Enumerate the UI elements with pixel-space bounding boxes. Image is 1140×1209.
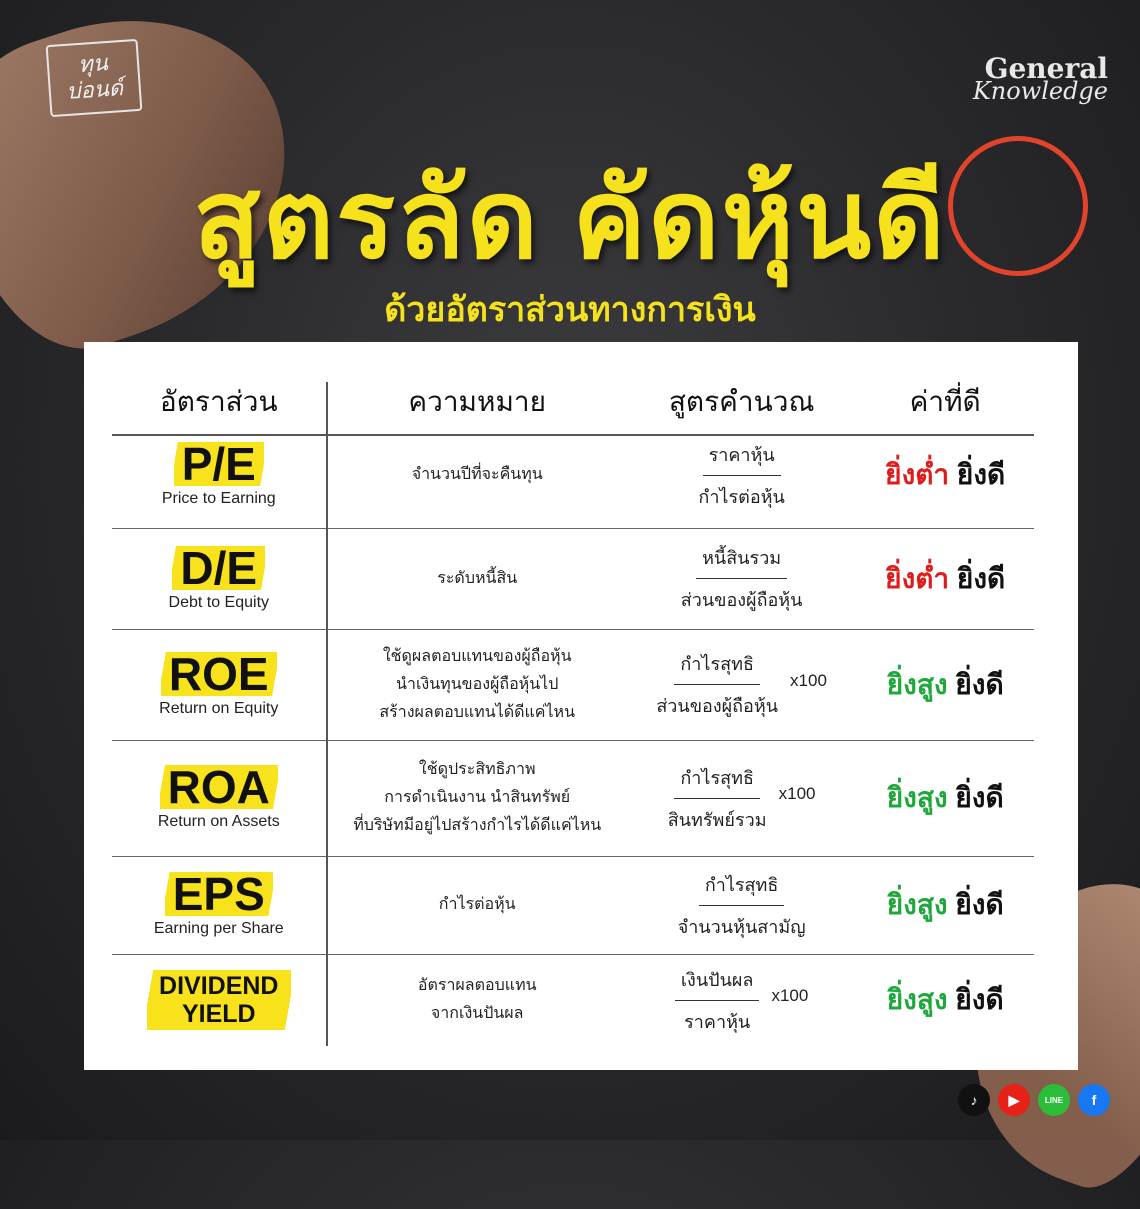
formula-cell <box>627 422 857 528</box>
good-value-result: ยิ่งดี <box>956 459 1006 490</box>
meaning-line: กำไรต่อหุ้น <box>438 896 516 913</box>
logo-line2: บ่อนด์ <box>65 76 124 105</box>
ratio-cell <box>112 740 328 856</box>
meaning-text <box>439 891 516 919</box>
ratio-full-name: Price to Earning <box>161 490 276 507</box>
meaning-line: การดำเนินงาน นำสินทรัพย์ <box>384 789 571 806</box>
ratio-abbr: ROE <box>161 652 277 696</box>
formula-denominator: จำนวนหุ้นสามัญ <box>677 916 806 937</box>
good-value-cell <box>856 740 1034 856</box>
ratio-full-name: Return on Assets <box>157 813 280 830</box>
formula-fraction <box>668 763 767 834</box>
good-value-cell <box>856 954 1034 1046</box>
ratio-cell <box>112 856 328 954</box>
ratio-cell <box>112 629 328 740</box>
good-value-result: ยิ่งดี <box>955 984 1004 1015</box>
formula-denominator: ส่วนของผู้ถือหุ้น <box>656 696 779 716</box>
formula-fraction <box>656 649 778 720</box>
good-value-result: ยิ่งดี <box>955 782 1004 813</box>
ratio-table <box>84 342 1078 1070</box>
page-subtitle: ด้วยอัตราส่วนทางการเงิน <box>384 291 756 329</box>
good-value <box>887 776 1004 820</box>
brand-line1: General <box>984 52 1108 85</box>
line-icon[interactable]: LINE <box>1038 1084 1070 1116</box>
formula-numerator: กำไรสุทธิ <box>674 649 760 685</box>
header-formula: สูตรคำนวณ <box>668 386 815 417</box>
table-row <box>112 422 1034 529</box>
ratio-cell <box>112 528 328 629</box>
ratio-abbr: P/E <box>174 442 264 486</box>
good-value <box>885 557 1005 601</box>
table-row <box>112 629 1034 741</box>
tiktok-icon[interactable]: ♪ <box>958 1084 990 1116</box>
meaning-line: นำเงินทุนของผู้ถือหุ้นไป <box>396 675 559 693</box>
formula-denominator: ราคาหุ้น <box>684 1011 751 1032</box>
page-title: สูตรลัด คัดหุ้นดี <box>193 158 947 281</box>
meaning-text <box>353 756 601 840</box>
good-value-cell <box>856 856 1034 954</box>
meaning-text <box>412 461 543 489</box>
meaning-cell <box>328 954 627 1046</box>
good-value-direction: ยิ่งสูง <box>886 782 948 813</box>
meaning-text <box>418 972 537 1028</box>
ratio-abbr: ROA <box>160 765 278 809</box>
good-value-direction: ยิ่งสูง <box>886 668 948 700</box>
good-value <box>887 663 1004 707</box>
formula-cell <box>627 629 857 740</box>
formula-multiplier: x100 <box>771 986 809 1005</box>
formula-cell <box>627 856 857 954</box>
formula-numerator: เงินปันผล <box>675 965 760 1001</box>
good-value-result: ยิ่งดี <box>955 889 1004 920</box>
good-value <box>887 978 1004 1022</box>
header-good-value: ค่าที่ดี <box>909 386 981 417</box>
meaning-line: อัตราผลตอบแทน <box>417 977 537 994</box>
good-value-cell <box>856 422 1034 528</box>
facebook-icon[interactable]: f <box>1078 1084 1110 1116</box>
table-row <box>112 740 1034 857</box>
formula-fraction <box>681 543 803 614</box>
meaning-text <box>437 565 517 593</box>
meaning-cell <box>328 528 627 629</box>
logo <box>46 39 143 117</box>
good-value <box>885 453 1005 497</box>
good-value <box>887 883 1004 927</box>
logo-line1: ทุน <box>77 51 109 79</box>
good-value-direction: ยิ่งต่ำ <box>885 459 950 490</box>
ratio-abbr: EPS <box>165 872 273 916</box>
header-ratio: อัตราส่วน <box>112 382 328 422</box>
formula-denominator: ส่วนของผู้ถือหุ้น <box>680 590 803 610</box>
meaning-line: ใช้ดูประสิทธิภาพ <box>418 761 536 778</box>
header-meaning: ความหมาย <box>408 386 547 417</box>
meaning-cell <box>328 856 627 954</box>
meaning-cell <box>328 740 627 856</box>
social-icons <box>958 1084 1110 1116</box>
ratio-full-name: Debt to Equity <box>168 593 270 611</box>
formula-cell <box>627 528 857 629</box>
formula-numerator: หนี้สินรวม <box>696 543 787 579</box>
good-value-result: ยิ่งดี <box>955 668 1004 700</box>
meaning-line: สร้างผลตอบแทนได้ดีแค่ไหน <box>379 703 576 721</box>
formula-numerator: กำไรสุทธิ <box>674 763 760 799</box>
formula-fraction <box>675 965 760 1036</box>
formula-fraction <box>678 870 806 941</box>
ratio-abbr: DIVIDEND YIELD <box>147 970 290 1030</box>
table-row <box>112 528 1034 630</box>
meaning-line: ระดับหนี้สิน <box>437 569 518 587</box>
ratio-full-name: Earning per Share <box>153 920 284 937</box>
ratio-cell <box>112 954 328 1046</box>
meaning-line: จำนวนปีที่จะคืนทุน <box>411 466 543 483</box>
good-value-direction: ยิ่งสูง <box>886 984 948 1015</box>
formula-multiplier: x100 <box>778 784 816 803</box>
meaning-cell <box>328 422 627 528</box>
youtube-icon[interactable]: ▶ <box>998 1084 1030 1116</box>
formula-cell <box>627 740 857 856</box>
good-value-result: ยิ่งดี <box>956 562 1006 594</box>
meaning-line: ที่บริษัทมีอยู่ไปสร้างกำไรได้ดีแค่ไหน <box>353 817 602 834</box>
meaning-line: ใช้ดูผลตอบแทนของผู้ถือหุ้น <box>382 647 572 665</box>
good-value-cell <box>856 528 1034 629</box>
good-value-direction: ยิ่งสูง <box>886 889 948 920</box>
table-row <box>112 856 1034 955</box>
meaning-text <box>379 643 575 727</box>
ratio-abbr: D/E <box>172 546 265 590</box>
ratio-cell <box>112 422 328 528</box>
formula-numerator: ราคาหุ้น <box>703 440 781 476</box>
ratio-full-name: Return on Equity <box>159 699 279 717</box>
table-row <box>112 954 1034 1046</box>
formula-numerator: กำไรสุทธิ <box>699 870 785 906</box>
good-value-cell <box>856 629 1034 740</box>
meaning-line: จากเงินปันผล <box>430 1005 524 1022</box>
good-value-direction: ยิ่งต่ำ <box>885 562 950 594</box>
formula-multiplier: x100 <box>790 670 827 690</box>
meaning-cell <box>328 629 627 740</box>
formula-fraction <box>698 440 784 511</box>
highlight-circle <box>948 136 1088 276</box>
formula-denominator: กำไรต่อหุ้น <box>698 486 785 507</box>
brand-line2: Knowledge <box>972 77 1108 105</box>
brand-tag <box>973 52 1108 105</box>
formula-cell <box>627 954 857 1046</box>
formula-denominator: สินทรัพย์รวม <box>667 809 767 830</box>
